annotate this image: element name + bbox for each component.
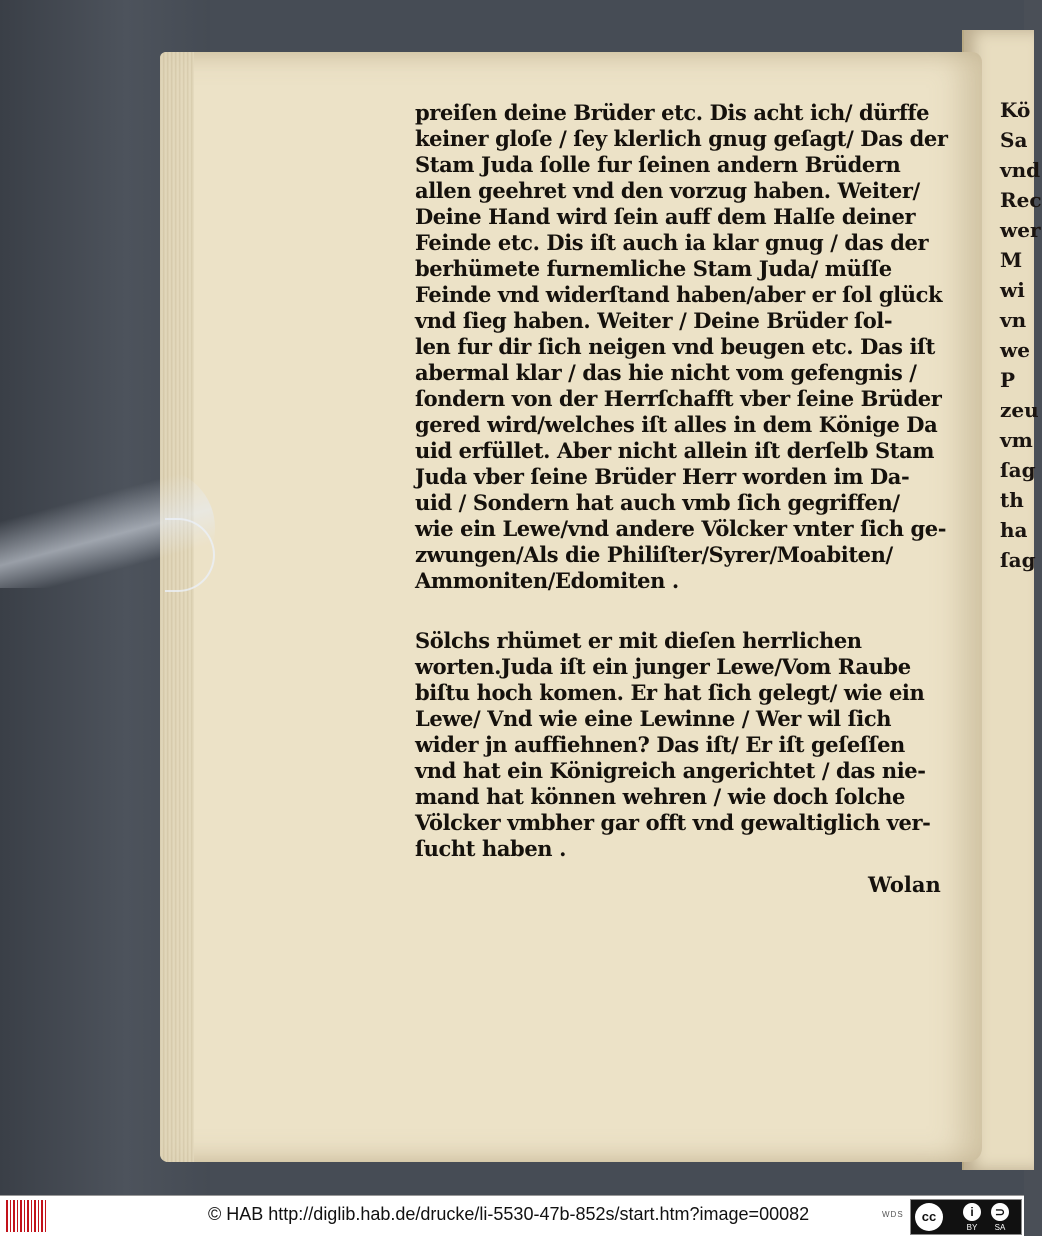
- text-line: ſucht haben .: [415, 836, 566, 861]
- catchword: Wolan: [868, 872, 941, 897]
- text-line: mand hat können wehren / wie doch ſolche: [415, 784, 905, 809]
- text-line: wie ein Lewe/vnd andere Völcker vnter ſich ge-: [415, 516, 947, 541]
- text-line: uid / Sondern hat auch vmb ſich gegriffen/: [415, 490, 900, 515]
- hab-logo-icon: [6, 1200, 48, 1232]
- text-line: Stam Juda ſolle fur ſeinen andern Brüdern: [415, 152, 901, 177]
- text-line: Juda vber ſeine Brüder Herr worden im Da-: [415, 464, 910, 489]
- text-line: zwungen/Als die Philiſter/Syrer/Moabiten/: [415, 542, 893, 567]
- text-line: wider jn auffiehnen? Das iſt/ Er iſt geſeſſen: [415, 732, 905, 757]
- text-line: allen geehret vnd den vorzug haben. Weiter/: [415, 178, 920, 203]
- text-line: Feinde vnd widerſtand haben/aber er ſol glück: [415, 282, 943, 307]
- cc-icon: cc: [915, 1203, 943, 1231]
- page-text: [415, 100, 965, 862]
- text-line: uid erfüllet. Aber nicht allein iſt derſelb Stam: [415, 438, 935, 463]
- text-line: len fur dir ſich neigen vnd beugen etc. Das iſt: [415, 334, 935, 359]
- text-line: berhümete furnemliche Stam Juda/ müſſe: [415, 256, 892, 281]
- text-line: Feinde etc. Dis iſt auch ia klar gnug / das der: [415, 230, 929, 255]
- page-edges: [160, 52, 194, 1162]
- text-line: ſondern von der Herrſchafft vber ſeine Brüder: [415, 386, 942, 411]
- cc-license-badge[interactable]: [910, 1199, 1022, 1235]
- by-icon: i: [963, 1203, 981, 1221]
- text-line: vnd hat ein Königreich angerichtet / das nie-: [415, 758, 926, 783]
- by-label: BY: [966, 1223, 978, 1232]
- text-line: worten.Juda iſt ein junger Lewe/Vom Raube: [415, 654, 911, 679]
- text-line: Völcker vmbher gar offt vnd gewaltiglich ver-: [415, 810, 931, 835]
- sa-icon: ⊃: [991, 1203, 1009, 1221]
- paragraph-2: [415, 628, 965, 862]
- sa-label: SA: [994, 1223, 1006, 1232]
- text-line: preiſen deine Brüder etc. Dis acht ich/ dürffe: [415, 100, 930, 125]
- facing-page-text: Kö Sa vnd Rec wer M wi vn we P zeu vm ſag th ha ſag: [1000, 98, 1042, 572]
- text-line: Lewe/ Vnd wie eine Lewinne / Wer wil ſich: [415, 706, 892, 731]
- copyright-link[interactable]: © HAB http://diglib.hab.de/drucke/li-5530-47b-852s/start.htm?image=00082: [208, 1204, 810, 1224]
- text-line: Ammoniten/Edomiten .: [415, 568, 679, 593]
- text-line: biſtu hoch komen. Er hat ſich gelegt/ wie ein: [415, 680, 925, 705]
- footer-bar: [0, 1195, 1024, 1236]
- text-line: keiner gloſe / ſey klerlich gnug geſagt/ Das der: [415, 126, 948, 151]
- text-line: gered wird/welches iſt alles in dem Könige Da: [415, 412, 938, 437]
- wds-label: WDS: [882, 1210, 904, 1219]
- text-line: vnd ſieg haben. Weiter / Deine Brüder ſol-: [415, 308, 893, 333]
- text-line: Sölchs rhümet er mit dieſen herrlichen: [415, 628, 862, 653]
- text-line: Deine Hand wird ſein auff dem Halſe deiner: [415, 204, 916, 229]
- paragraph-1: [415, 100, 965, 594]
- text-line: abermal klar / das hie nicht vom gefengnis /: [415, 360, 917, 385]
